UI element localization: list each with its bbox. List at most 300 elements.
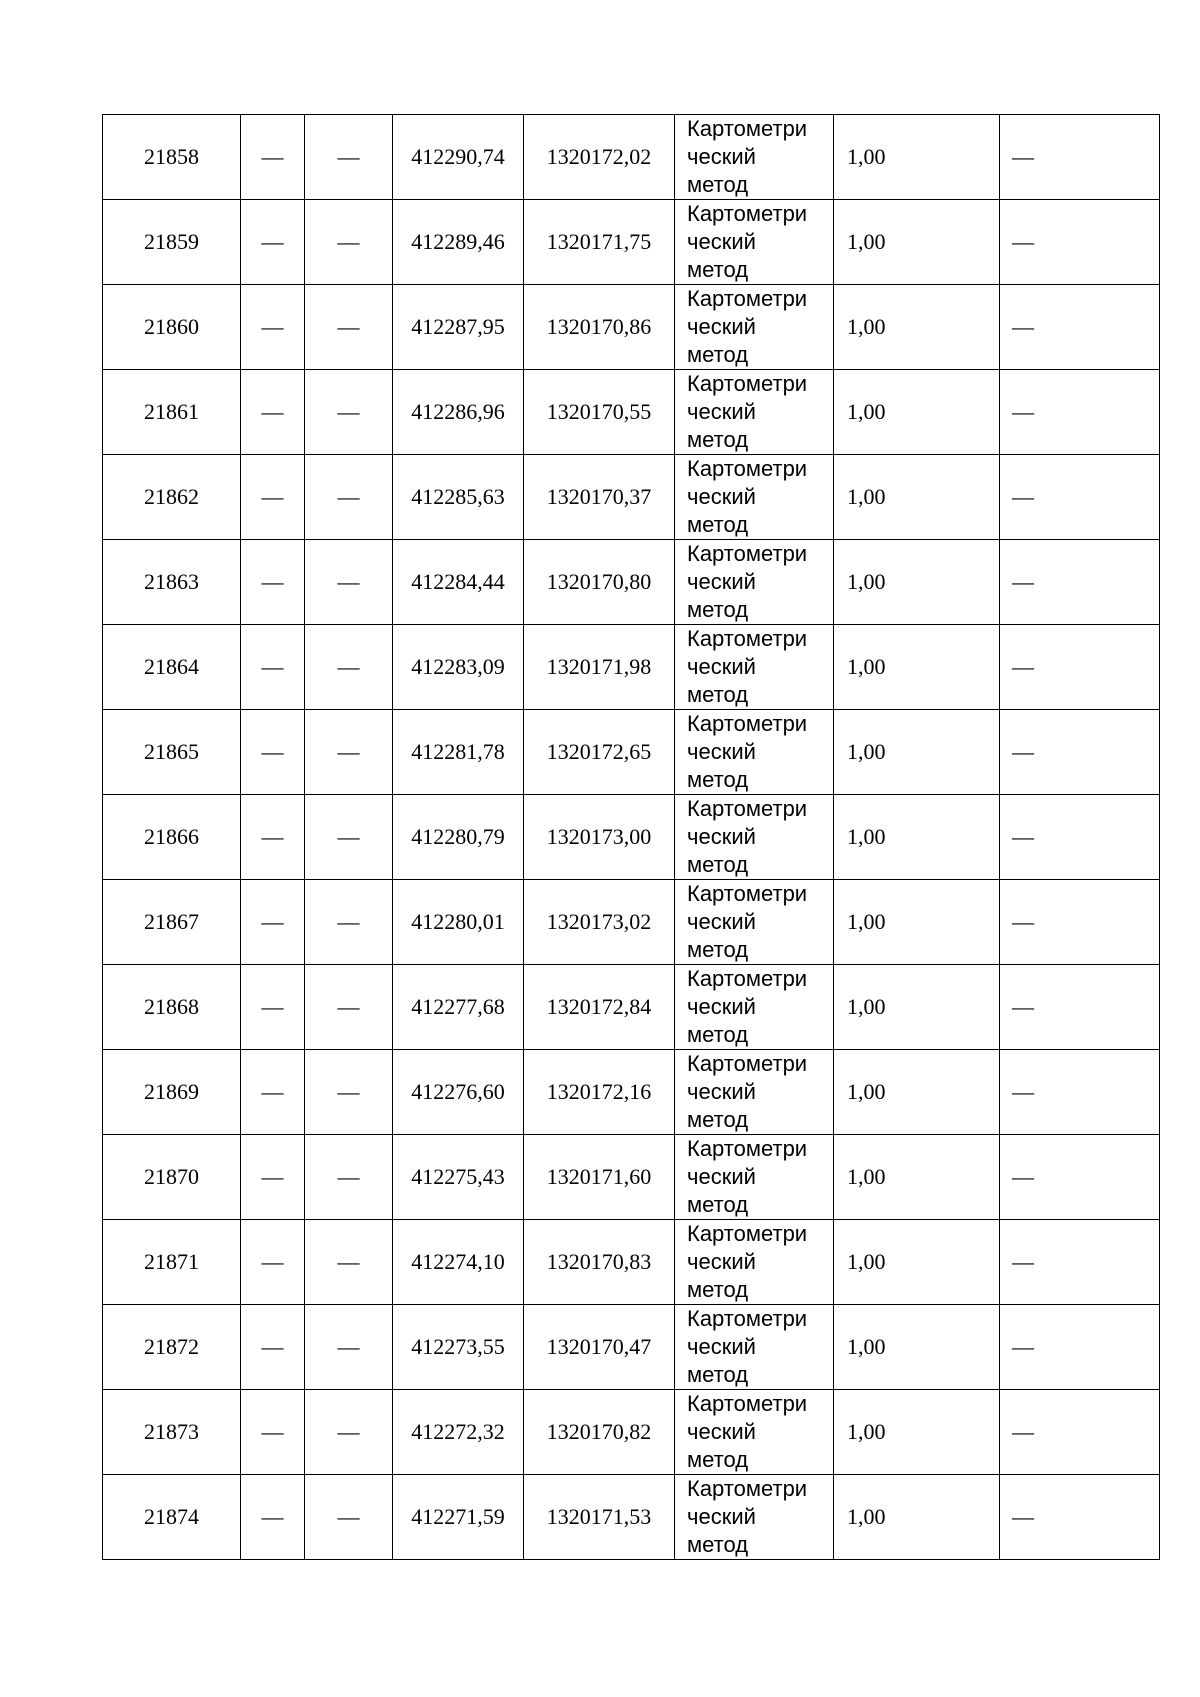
method-text-line: ческий: [687, 994, 756, 1019]
point-number-cell: [103, 285, 241, 370]
dash-cell: [241, 200, 305, 285]
point-number-text: 21858: [144, 144, 199, 169]
method-cell: [675, 1220, 834, 1305]
x-coordinate-cell: [393, 1050, 524, 1135]
x-coordinate-text: 412276,60: [411, 1079, 505, 1104]
dash-cell: [305, 1135, 393, 1220]
method-text-line: Картометри: [687, 1136, 808, 1161]
dash-text: —: [1012, 1419, 1034, 1444]
x-coordinate-text: 412290,74: [411, 144, 505, 169]
y-coordinate-cell: [524, 880, 675, 965]
dash-cell: [1000, 285, 1160, 370]
method-text-line: ческий: [687, 654, 756, 679]
dash-cell: [241, 880, 305, 965]
dash-cell: [241, 1475, 305, 1560]
dash-text: —: [261, 1079, 284, 1104]
table-row: [103, 115, 1160, 200]
y-coordinate-text: 1320172,84: [546, 994, 652, 1019]
method-text-line: метод: [687, 257, 749, 282]
table-row: [103, 1135, 1160, 1220]
dash-text: —: [261, 399, 284, 424]
y-coordinate-text: 1320170,37: [546, 484, 652, 509]
method-text-line: метод: [687, 682, 749, 707]
x-coordinate-cell: [393, 540, 524, 625]
dash-text: —: [261, 654, 284, 679]
table-row: [103, 200, 1160, 285]
point-number-cell: [103, 455, 241, 540]
method-text-line: метод: [687, 1362, 749, 1387]
dash-text: —: [1012, 314, 1034, 339]
table-row: [103, 370, 1160, 455]
accuracy-cell: [834, 200, 1000, 285]
dash-cell: [241, 115, 305, 200]
y-coordinate-text: 1320170,83: [546, 1249, 652, 1274]
y-coordinate-text: 1320170,86: [546, 314, 652, 339]
method-text-line: ческий: [687, 314, 756, 339]
accuracy-text: 1,00: [847, 994, 886, 1019]
method-text-line: Картометри: [687, 1306, 808, 1331]
dash-cell: [305, 370, 393, 455]
method-text-line: ческий: [687, 739, 756, 764]
y-coordinate-cell: [524, 455, 675, 540]
dash-text: —: [337, 1164, 360, 1189]
table-row: [103, 1305, 1160, 1390]
method-cell: [675, 1390, 834, 1475]
dash-text: —: [261, 824, 284, 849]
dash-cell: [1000, 455, 1160, 540]
dash-cell: [241, 1135, 305, 1220]
dash-text: —: [337, 1079, 360, 1104]
dash-text: —: [1012, 1504, 1034, 1529]
dash-text: —: [337, 654, 360, 679]
point-number-text: 21873: [144, 1419, 199, 1444]
method-cell: [675, 455, 834, 540]
y-coordinate-text: 1320172,65: [546, 739, 652, 764]
point-number-cell: [103, 1135, 241, 1220]
method-text-line: Картометри: [687, 881, 808, 906]
dash-text: —: [1012, 569, 1034, 594]
accuracy-text: 1,00: [847, 739, 886, 764]
x-coordinate-cell: [393, 200, 524, 285]
method-cell: [675, 540, 834, 625]
dash-cell: [1000, 540, 1160, 625]
dash-text: —: [1012, 824, 1034, 849]
table-row: [103, 285, 1160, 370]
method-text-line: Картометри: [687, 1051, 808, 1076]
y-coordinate-text: 1320171,53: [546, 1504, 652, 1529]
dash-text: —: [337, 739, 360, 764]
method-text-line: Картометри: [687, 626, 808, 651]
dash-cell: [241, 1050, 305, 1135]
dash-cell: [241, 795, 305, 880]
y-coordinate-cell: [524, 1390, 675, 1475]
y-coordinate-text: 1320170,80: [546, 569, 652, 594]
point-number-cell: [103, 795, 241, 880]
x-coordinate-cell: [393, 965, 524, 1050]
dash-text: —: [261, 1249, 284, 1274]
method-cell: [675, 285, 834, 370]
point-number-text: 21874: [144, 1504, 199, 1529]
method-text-line: ческий: [687, 1419, 756, 1444]
point-number-text: 21864: [144, 654, 199, 679]
y-coordinate-text: 1320171,98: [546, 654, 652, 679]
x-coordinate-text: 412274,10: [411, 1249, 505, 1274]
x-coordinate-text: 412281,78: [411, 739, 505, 764]
dash-cell: [305, 540, 393, 625]
dash-cell: [1000, 795, 1160, 880]
x-coordinate-text: 412280,79: [411, 824, 505, 849]
accuracy-text: 1,00: [847, 1419, 886, 1444]
method-text-line: Картометри: [687, 711, 808, 736]
method-cell: [675, 965, 834, 1050]
dash-cell: [305, 1220, 393, 1305]
point-number-text: 21870: [144, 1164, 199, 1189]
method-cell: [675, 795, 834, 880]
dash-cell: [1000, 965, 1160, 1050]
dash-cell: [305, 455, 393, 540]
method-text-line: ческий: [687, 484, 756, 509]
accuracy-text: 1,00: [847, 144, 886, 169]
x-coordinate-cell: [393, 625, 524, 710]
accuracy-text: 1,00: [847, 824, 886, 849]
point-number-text: 21865: [144, 739, 199, 764]
accuracy-text: 1,00: [847, 484, 886, 509]
dash-text: —: [337, 1419, 360, 1444]
method-text-line: метод: [687, 1447, 749, 1472]
dash-cell: [305, 1305, 393, 1390]
method-cell: [675, 625, 834, 710]
x-coordinate-text: 412283,09: [411, 654, 505, 679]
table-row: [103, 795, 1160, 880]
y-coordinate-cell: [524, 115, 675, 200]
dash-text: —: [1012, 909, 1034, 934]
dash-text: —: [1012, 994, 1034, 1019]
dash-cell: [1000, 1475, 1160, 1560]
method-text-line: ческий: [687, 144, 756, 169]
dash-text: —: [337, 144, 360, 169]
point-number-text: 21862: [144, 484, 199, 509]
method-text-line: Картометри: [687, 116, 808, 141]
dash-text: —: [337, 1334, 360, 1359]
method-text-line: метод: [687, 1532, 749, 1557]
dash-text: —: [1012, 399, 1034, 424]
point-number-text: 21867: [144, 909, 199, 934]
y-coordinate-cell: [524, 1220, 675, 1305]
accuracy-text: 1,00: [847, 399, 886, 424]
point-number-text: 21859: [144, 229, 199, 254]
point-number-cell: [103, 1390, 241, 1475]
dash-cell: [1000, 200, 1160, 285]
accuracy-cell: [834, 540, 1000, 625]
dash-text: —: [261, 1334, 284, 1359]
accuracy-cell: [834, 625, 1000, 710]
y-coordinate-cell: [524, 795, 675, 880]
accuracy-text: 1,00: [847, 1504, 886, 1529]
dash-cell: [241, 965, 305, 1050]
table-row: [103, 710, 1160, 795]
method-text-line: метод: [687, 342, 749, 367]
accuracy-text: 1,00: [847, 909, 886, 934]
method-text-line: метод: [687, 1277, 749, 1302]
point-number-cell: [103, 115, 241, 200]
y-coordinate-text: 1320170,47: [546, 1334, 652, 1359]
x-coordinate-text: 412277,68: [411, 994, 505, 1019]
dash-text: —: [1012, 1334, 1034, 1359]
table-row: [103, 625, 1160, 710]
x-coordinate-text: 412273,55: [411, 1334, 505, 1359]
table-row: [103, 1390, 1160, 1475]
x-coordinate-cell: [393, 1220, 524, 1305]
dash-cell: [241, 285, 305, 370]
y-coordinate-cell: [524, 1305, 675, 1390]
dash-text: —: [1012, 1079, 1034, 1104]
dash-cell: [1000, 880, 1160, 965]
accuracy-cell: [834, 1475, 1000, 1560]
dash-text: —: [261, 569, 284, 594]
method-cell: [675, 200, 834, 285]
x-coordinate-cell: [393, 285, 524, 370]
method-text-line: Картометри: [687, 796, 808, 821]
dash-cell: [305, 795, 393, 880]
y-coordinate-cell: [524, 540, 675, 625]
point-number-cell: [103, 1220, 241, 1305]
accuracy-cell: [834, 1220, 1000, 1305]
point-number-cell: [103, 1050, 241, 1135]
accuracy-cell: [834, 710, 1000, 795]
x-coordinate-cell: [393, 370, 524, 455]
method-text-line: метод: [687, 1022, 749, 1047]
dash-cell: [241, 710, 305, 795]
table-row: [103, 1050, 1160, 1135]
point-number-text: 21866: [144, 824, 199, 849]
dash-text: —: [337, 399, 360, 424]
dash-text: —: [1012, 229, 1034, 254]
x-coordinate-cell: [393, 1135, 524, 1220]
dash-cell: [305, 710, 393, 795]
x-coordinate-text: 412275,43: [411, 1164, 505, 1189]
method-text-line: ческий: [687, 1504, 756, 1529]
dash-text: —: [1012, 654, 1034, 679]
dash-text: —: [261, 994, 284, 1019]
method-text-line: ческий: [687, 909, 756, 934]
method-cell: [675, 1475, 834, 1560]
dash-cell: [241, 455, 305, 540]
dash-text: —: [261, 1164, 284, 1189]
method-cell: [675, 880, 834, 965]
dash-cell: [241, 1305, 305, 1390]
method-cell: [675, 1050, 834, 1135]
dash-text: —: [337, 1504, 360, 1529]
accuracy-text: 1,00: [847, 229, 886, 254]
accuracy-text: 1,00: [847, 1164, 886, 1189]
dash-cell: [305, 1390, 393, 1475]
accuracy-cell: [834, 1135, 1000, 1220]
dash-cell: [1000, 625, 1160, 710]
method-text-line: Картометри: [687, 201, 808, 226]
y-coordinate-text: 1320171,60: [546, 1164, 652, 1189]
dash-cell: [1000, 370, 1160, 455]
method-text-line: Картометри: [687, 286, 808, 311]
x-coordinate-cell: [393, 1305, 524, 1390]
method-text-line: метод: [687, 1192, 749, 1217]
dash-text: —: [337, 484, 360, 509]
y-coordinate-cell: [524, 1135, 675, 1220]
table-row: [103, 540, 1160, 625]
table-row: [103, 965, 1160, 1050]
method-text-line: ческий: [687, 1079, 756, 1104]
y-coordinate-cell: [524, 710, 675, 795]
y-coordinate-cell: [524, 1475, 675, 1560]
dash-text: —: [1012, 484, 1034, 509]
x-coordinate-cell: [393, 1390, 524, 1475]
method-text-line: метод: [687, 597, 749, 622]
method-text-line: ческий: [687, 824, 756, 849]
method-text-line: ческий: [687, 229, 756, 254]
method-text-line: ческий: [687, 1334, 756, 1359]
y-coordinate-cell: [524, 625, 675, 710]
y-coordinate-text: 1320171,75: [546, 229, 652, 254]
dash-text: —: [337, 909, 360, 934]
method-text-line: Картометри: [687, 541, 808, 566]
x-coordinate-text: 412284,44: [411, 569, 505, 594]
dash-cell: [241, 625, 305, 710]
y-coordinate-text: 1320173,00: [546, 824, 652, 849]
x-coordinate-cell: [393, 795, 524, 880]
accuracy-cell: [834, 880, 1000, 965]
accuracy-text: 1,00: [847, 1249, 886, 1274]
dash-text: —: [337, 994, 360, 1019]
method-text-line: ческий: [687, 399, 756, 424]
method-cell: [675, 370, 834, 455]
point-number-cell: [103, 625, 241, 710]
point-number-text: 21871: [144, 1249, 199, 1274]
accuracy-cell: [834, 1050, 1000, 1135]
dash-text: —: [337, 824, 360, 849]
y-coordinate-text: 1320170,82: [546, 1419, 652, 1444]
dash-text: —: [261, 484, 284, 509]
x-coordinate-cell: [393, 115, 524, 200]
method-text-line: ческий: [687, 1249, 756, 1274]
point-number-cell: [103, 1305, 241, 1390]
accuracy-cell: [834, 1305, 1000, 1390]
accuracy-text: 1,00: [847, 569, 886, 594]
table-body: [103, 115, 1160, 1560]
method-text-line: метод: [687, 172, 749, 197]
method-text-line: Картометри: [687, 1391, 808, 1416]
x-coordinate-cell: [393, 710, 524, 795]
method-text-line: метод: [687, 427, 749, 452]
point-number-cell: [103, 880, 241, 965]
table-row: [103, 1475, 1160, 1560]
dash-text: —: [337, 229, 360, 254]
y-coordinate-cell: [524, 370, 675, 455]
dash-cell: [305, 625, 393, 710]
method-text-line: метод: [687, 852, 749, 877]
point-number-text: 21872: [144, 1334, 199, 1359]
dash-text: —: [261, 909, 284, 934]
point-number-text: 21869: [144, 1079, 199, 1104]
dash-cell: [241, 1220, 305, 1305]
dash-text: —: [1012, 144, 1034, 169]
method-cell: [675, 710, 834, 795]
dash-cell: [305, 115, 393, 200]
point-number-cell: [103, 965, 241, 1050]
method-cell: [675, 1305, 834, 1390]
accuracy-cell: [834, 1390, 1000, 1475]
method-text-line: Картометри: [687, 371, 808, 396]
table-row: [103, 1220, 1160, 1305]
point-number-cell: [103, 370, 241, 455]
method-text-line: ческий: [687, 569, 756, 594]
y-coordinate-text: 1320173,02: [546, 909, 652, 934]
x-coordinate-text: 412289,46: [411, 229, 505, 254]
dash-text: —: [261, 314, 284, 339]
x-coordinate-cell: [393, 455, 524, 540]
dash-text: —: [261, 1504, 284, 1529]
dash-cell: [305, 880, 393, 965]
dash-cell: [1000, 1135, 1160, 1220]
dash-cell: [1000, 710, 1160, 795]
dash-cell: [305, 1050, 393, 1135]
dash-text: —: [261, 1419, 284, 1444]
accuracy-text: 1,00: [847, 1334, 886, 1359]
accuracy-cell: [834, 455, 1000, 540]
x-coordinate-text: 412272,32: [411, 1419, 505, 1444]
accuracy-cell: [834, 965, 1000, 1050]
dash-text: —: [337, 314, 360, 339]
dash-text: —: [261, 229, 284, 254]
dash-text: —: [261, 144, 284, 169]
accuracy-cell: [834, 795, 1000, 880]
y-coordinate-text: 1320172,16: [546, 1079, 652, 1104]
y-coordinate-cell: [524, 285, 675, 370]
method-cell: [675, 115, 834, 200]
table-row: [103, 880, 1160, 965]
dash-cell: [305, 1475, 393, 1560]
accuracy-text: 1,00: [847, 314, 886, 339]
point-number-text: 21868: [144, 994, 199, 1019]
method-text-line: метод: [687, 512, 749, 537]
y-coordinate-cell: [524, 200, 675, 285]
x-coordinate-text: 412286,96: [411, 399, 505, 424]
y-coordinate-text: 1320172,02: [546, 144, 652, 169]
point-number-text: 21860: [144, 314, 199, 339]
point-number-text: 21863: [144, 569, 199, 594]
x-coordinate-text: 412280,01: [411, 909, 505, 934]
accuracy-text: 1,00: [847, 1079, 886, 1104]
dash-text: —: [1012, 739, 1034, 764]
method-text-line: Картометри: [687, 966, 808, 991]
x-coordinate-text: 412285,63: [411, 484, 505, 509]
coordinates-table: [102, 114, 1160, 1560]
dash-cell: [241, 540, 305, 625]
method-text-line: метод: [687, 767, 749, 792]
accuracy-cell: [834, 115, 1000, 200]
accuracy-text: 1,00: [847, 654, 886, 679]
y-coordinate-cell: [524, 1050, 675, 1135]
dash-cell: [305, 965, 393, 1050]
dash-text: —: [1012, 1164, 1034, 1189]
dash-cell: [305, 200, 393, 285]
point-number-cell: [103, 1475, 241, 1560]
dash-cell: [1000, 1050, 1160, 1135]
y-coordinate-text: 1320170,55: [546, 399, 652, 424]
method-text-line: метод: [687, 1107, 749, 1132]
dash-text: —: [1012, 1249, 1034, 1274]
dash-cell: [1000, 1390, 1160, 1475]
dash-cell: [1000, 115, 1160, 200]
y-coordinate-cell: [524, 965, 675, 1050]
